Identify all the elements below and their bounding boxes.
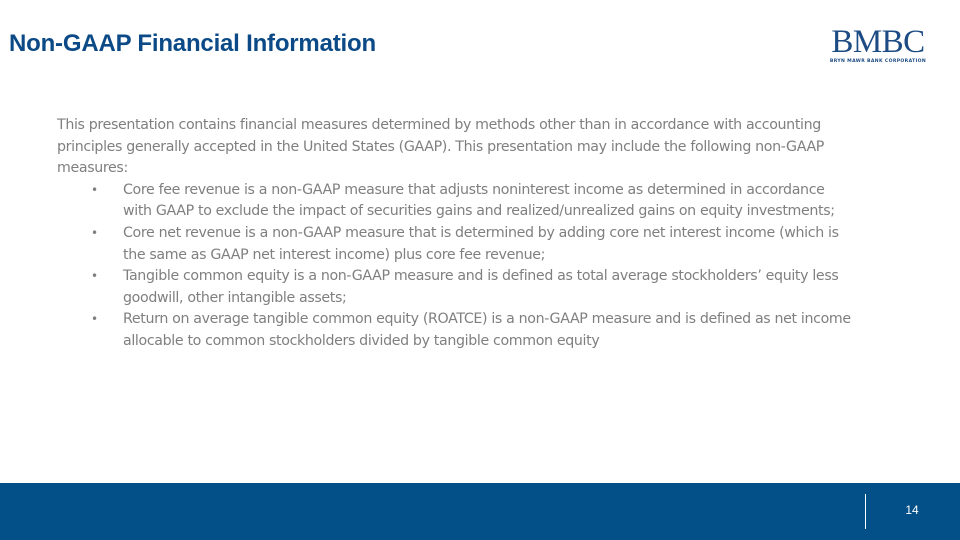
list-item-core-net-revenue xyxy=(57,223,857,266)
list-item-roatce xyxy=(57,309,857,352)
logo-mark: BMBC xyxy=(831,24,925,60)
logo-subtitle: BRYN MAWR BANK CORPORATION xyxy=(829,59,927,64)
bullet-icon: • xyxy=(91,182,98,197)
footer-bar xyxy=(0,483,960,540)
list-item-text: Core fee revenue is a non-GAAP measure that adjusts noninterest income as determined in accordance with GAAP to exclude the impact of securities gains and realized/unrealized gains on equity investments; xyxy=(123,181,835,220)
footer-divider xyxy=(865,494,866,529)
page-number: 14 xyxy=(905,503,919,517)
list-item-text: Core net revenue is a non-GAAP measure that is determined by adding core net interest income (which is the same as GAAP net interest income) plus core fee revenue; xyxy=(123,224,839,263)
bullet-icon: • xyxy=(91,225,98,240)
bullet-icon: • xyxy=(91,312,98,327)
list-item-text: Tangible common equity is a non-GAAP measure and is defined as total average stockholders’ equity less goodwill, other intangible assets; xyxy=(123,268,839,306)
list-item-text: Return on average tangible common equity (ROATCE) is a non-GAAP measure and is defined as net income allocable to common stockholders divided by tangible common equity xyxy=(123,311,851,349)
slide-title: Non-GAAP Financial Information xyxy=(9,30,376,57)
list-item-tangible-common-equity xyxy=(57,266,857,309)
list-item-core-fee-revenue xyxy=(57,180,857,223)
bullet-icon: • xyxy=(91,269,98,284)
intro-paragraph: This presentation contains financial measures determined by methods other than in accordance with accounting principles generally accepted in the United States (GAAP). This presentation may include the following non-GAAP measures: xyxy=(57,117,824,177)
company-logo xyxy=(820,24,936,64)
measures-list xyxy=(57,180,857,353)
body-content xyxy=(57,115,857,353)
